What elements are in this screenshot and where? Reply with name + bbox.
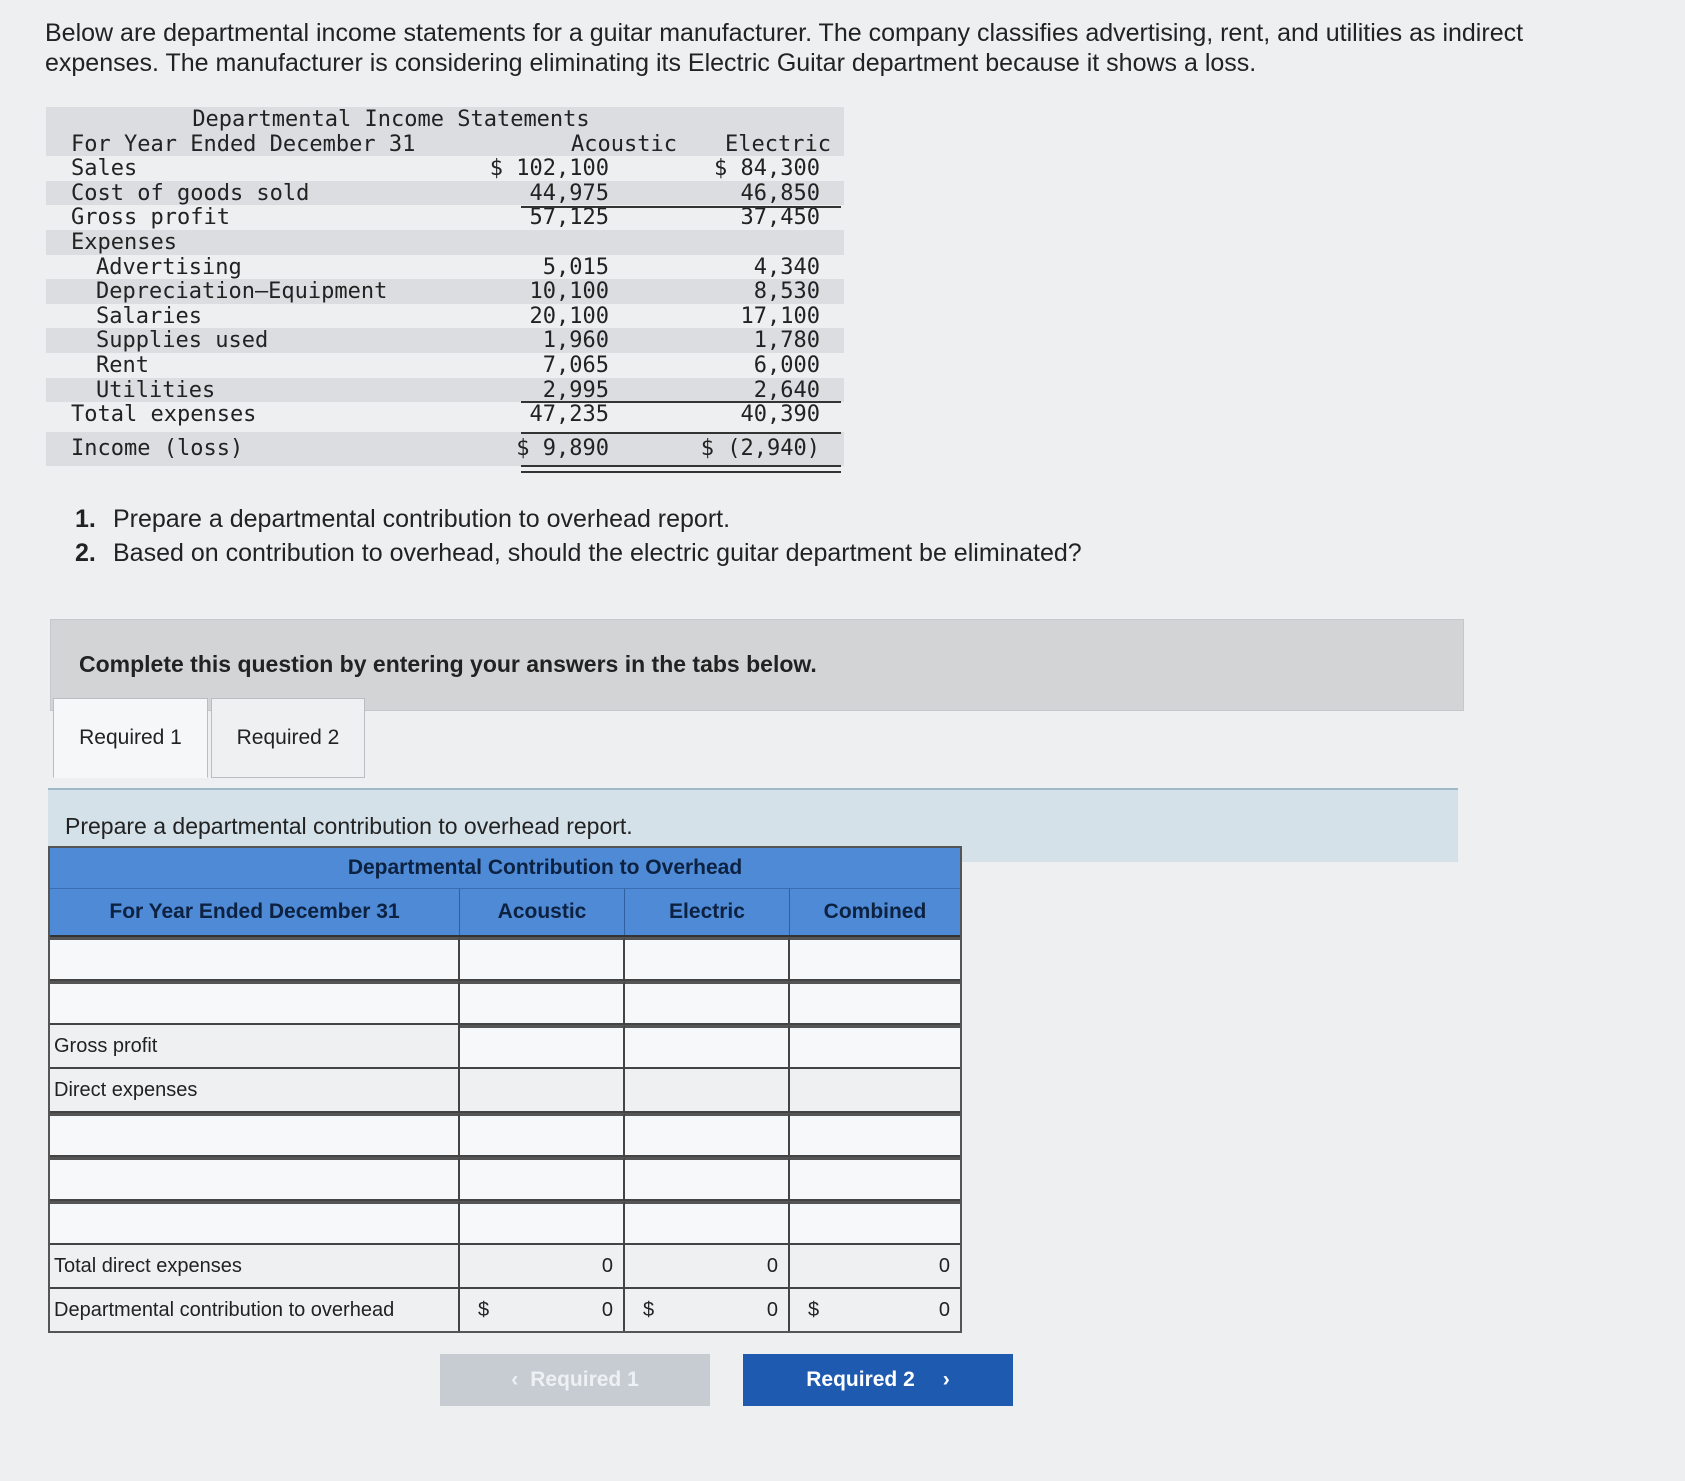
- chevron-right-icon: ›: [942, 1368, 950, 1391]
- acoustic-value: 2,995: [542, 377, 609, 403]
- question-item: [75, 502, 1082, 536]
- contribution-label: Departmental contribution to overhead: [50, 1289, 460, 1331]
- combined-input[interactable]: [790, 937, 960, 979]
- row-label: Supplies used: [96, 328, 269, 354]
- acoustic-total: 0: [460, 1245, 625, 1287]
- acoustic-input[interactable]: [460, 1025, 625, 1067]
- electric-input[interactable]: [625, 1113, 790, 1155]
- chevron-left-icon: ‹: [511, 1368, 519, 1391]
- form-title: Departmental Contribution to Overhead: [347, 856, 743, 879]
- next-required-2-button[interactable]: [743, 1354, 1013, 1406]
- electric-value: $ (2,940): [700, 436, 820, 462]
- question-text: Based on contribution to overhead, should the electric guitar department be eliminated?: [113, 539, 1082, 567]
- electric-value: 1,780: [753, 328, 820, 354]
- acoustic-value: 5,015: [542, 254, 609, 280]
- electric-value: 17,100: [740, 303, 820, 329]
- statement-row: [46, 205, 844, 230]
- row-label: Utilities: [96, 377, 216, 403]
- tab-prompt-text: Prepare a departmental contribution to overhead report.: [65, 813, 633, 839]
- col-period-header: For Year Ended December 31: [50, 889, 460, 935]
- income-statements-table: [46, 107, 844, 466]
- statement-title: Departmental Income Statements: [192, 107, 590, 132]
- dollar-sign: $: [643, 1299, 655, 1321]
- question-number: 2.: [75, 539, 96, 567]
- acoustic-value: $ 9,890: [516, 436, 609, 462]
- question-text: Prepare a departmental contribution to overhead report.: [113, 505, 731, 533]
- row-label: Gross profit: [71, 205, 230, 231]
- empty-cell: [790, 1069, 960, 1111]
- electric-value: 2,640: [753, 377, 820, 403]
- dollar-sign: $: [808, 1299, 820, 1321]
- electric-total: 0: [625, 1245, 790, 1287]
- label-select[interactable]: [50, 937, 460, 979]
- prev-required-1-button[interactable]: [440, 1354, 710, 1406]
- acoustic-value: 47,235: [529, 402, 609, 428]
- row-label: Expenses: [71, 229, 177, 255]
- electric-value: 46,850: [740, 180, 820, 206]
- form-header-row: [50, 889, 960, 937]
- electric-value: 6,000: [753, 352, 820, 378]
- electric-input[interactable]: [625, 937, 790, 979]
- row-label: Income (loss): [71, 436, 244, 462]
- form-title-row: [50, 848, 960, 889]
- electric-value: 8,530: [753, 279, 820, 305]
- instruction-text: Complete this question by entering your answers in the tabs below.: [79, 651, 817, 677]
- acoustic-value: 7,065: [542, 352, 609, 378]
- label-select[interactable]: [50, 1201, 460, 1243]
- form-row: [50, 937, 960, 981]
- form-row-total-direct: [50, 1245, 960, 1289]
- form-row-contribution: [50, 1289, 960, 1331]
- form-row: [50, 1157, 960, 1201]
- col-electric-header: Electric: [725, 131, 831, 157]
- electric-contribution: [625, 1289, 790, 1331]
- problem-intro: Below are departmental income statements for a guitar manufacturer. The company classifies advertising, rent, and utilities as indirect expenses. The manufacturer is considering eliminating its Electric Guitar department because it shows a loss.: [45, 19, 1524, 77]
- statement-header-row: [46, 132, 844, 157]
- combined-input[interactable]: [790, 1201, 960, 1243]
- electric-value: 4,340: [753, 254, 820, 280]
- tab-required-2[interactable]: Required 2: [211, 698, 365, 778]
- gross-profit-label: Gross profit: [50, 1025, 460, 1067]
- electric-value: 40,390: [740, 402, 820, 428]
- col-acoustic-header: Acoustic: [460, 889, 625, 935]
- statement-row: [46, 156, 844, 181]
- electric-contribution-value: 0: [766, 1299, 778, 1321]
- acoustic-input[interactable]: [460, 1113, 625, 1155]
- acoustic-input[interactable]: [460, 1201, 625, 1243]
- combined-input[interactable]: [790, 981, 960, 1023]
- acoustic-value: $ 102,100: [489, 156, 609, 182]
- row-label: Rent: [96, 352, 149, 378]
- electric-input[interactable]: [625, 1025, 790, 1067]
- combined-input[interactable]: [790, 1025, 960, 1067]
- question-item: [75, 536, 1082, 570]
- statement-period: For Year Ended December 31: [71, 131, 416, 157]
- acoustic-value: 57,125: [529, 205, 609, 231]
- electric-input[interactable]: [625, 981, 790, 1023]
- underline: [521, 401, 841, 403]
- question-number: 1.: [75, 505, 96, 533]
- statement-title-row: [46, 107, 844, 132]
- contribution-form: [48, 846, 962, 1333]
- acoustic-value: 10,100: [529, 279, 609, 305]
- statement-row: [46, 353, 844, 378]
- statement-row: [46, 279, 844, 304]
- row-label: Salaries: [96, 303, 202, 329]
- row-label: Sales: [71, 156, 138, 182]
- prev-button-label: Required 1: [530, 1368, 639, 1391]
- label-select[interactable]: [50, 1113, 460, 1155]
- statement-row: [46, 255, 844, 280]
- statement-row: [46, 378, 844, 403]
- acoustic-value: 1,960: [542, 328, 609, 354]
- form-row-gross-profit: [50, 1025, 960, 1069]
- underline: [521, 432, 841, 434]
- acoustic-input[interactable]: [460, 981, 625, 1023]
- question-list: [75, 502, 1082, 570]
- underline: [521, 206, 841, 208]
- electric-input[interactable]: [625, 1201, 790, 1243]
- combined-contribution: [790, 1289, 960, 1331]
- form-row: [50, 981, 960, 1025]
- combined-input[interactable]: [790, 1157, 960, 1199]
- statement-row: [46, 304, 844, 329]
- row-label: Cost of goods sold: [71, 180, 310, 206]
- direct-expenses-label: Direct expenses: [50, 1069, 460, 1111]
- statement-row: [46, 181, 844, 206]
- form-row: [50, 1113, 960, 1157]
- row-label: Total expenses: [71, 402, 257, 428]
- combined-contribution-value: 0: [938, 1299, 950, 1321]
- statement-row: [46, 432, 844, 466]
- electric-value: $ 84,300: [714, 156, 820, 182]
- total-direct-label: Total direct expenses: [50, 1245, 460, 1287]
- form-row-direct-expenses: [50, 1069, 960, 1113]
- next-button-label: Required 2: [806, 1368, 915, 1391]
- double-underline: [521, 465, 841, 473]
- electric-value: 37,450: [740, 205, 820, 231]
- combined-input[interactable]: [790, 1113, 960, 1155]
- combined-total: 0: [790, 1245, 960, 1287]
- label-select[interactable]: [50, 981, 460, 1023]
- acoustic-contribution: [460, 1289, 625, 1331]
- acoustic-input[interactable]: [460, 937, 625, 979]
- acoustic-value: 20,100: [529, 303, 609, 329]
- acoustic-input[interactable]: [460, 1157, 625, 1199]
- acoustic-contribution-value: 0: [601, 1299, 613, 1321]
- form-row: [50, 1201, 960, 1245]
- statement-row: [46, 328, 844, 353]
- col-acoustic-header: Acoustic: [571, 131, 677, 157]
- row-label: Advertising: [96, 254, 242, 280]
- electric-input[interactable]: [625, 1157, 790, 1199]
- acoustic-value: 44,975: [529, 180, 609, 206]
- empty-cell: [460, 1069, 625, 1111]
- statement-row: [46, 402, 844, 432]
- label-select[interactable]: [50, 1157, 460, 1199]
- statement-row: [46, 230, 844, 255]
- col-combined-header: Combined: [823, 900, 927, 923]
- dollar-sign: $: [478, 1299, 490, 1321]
- empty-cell: [625, 1069, 790, 1111]
- tab-required-1[interactable]: Required 1: [53, 698, 208, 778]
- row-label: Depreciation—Equipment: [96, 279, 388, 305]
- col-electric-header: Electric: [625, 889, 790, 935]
